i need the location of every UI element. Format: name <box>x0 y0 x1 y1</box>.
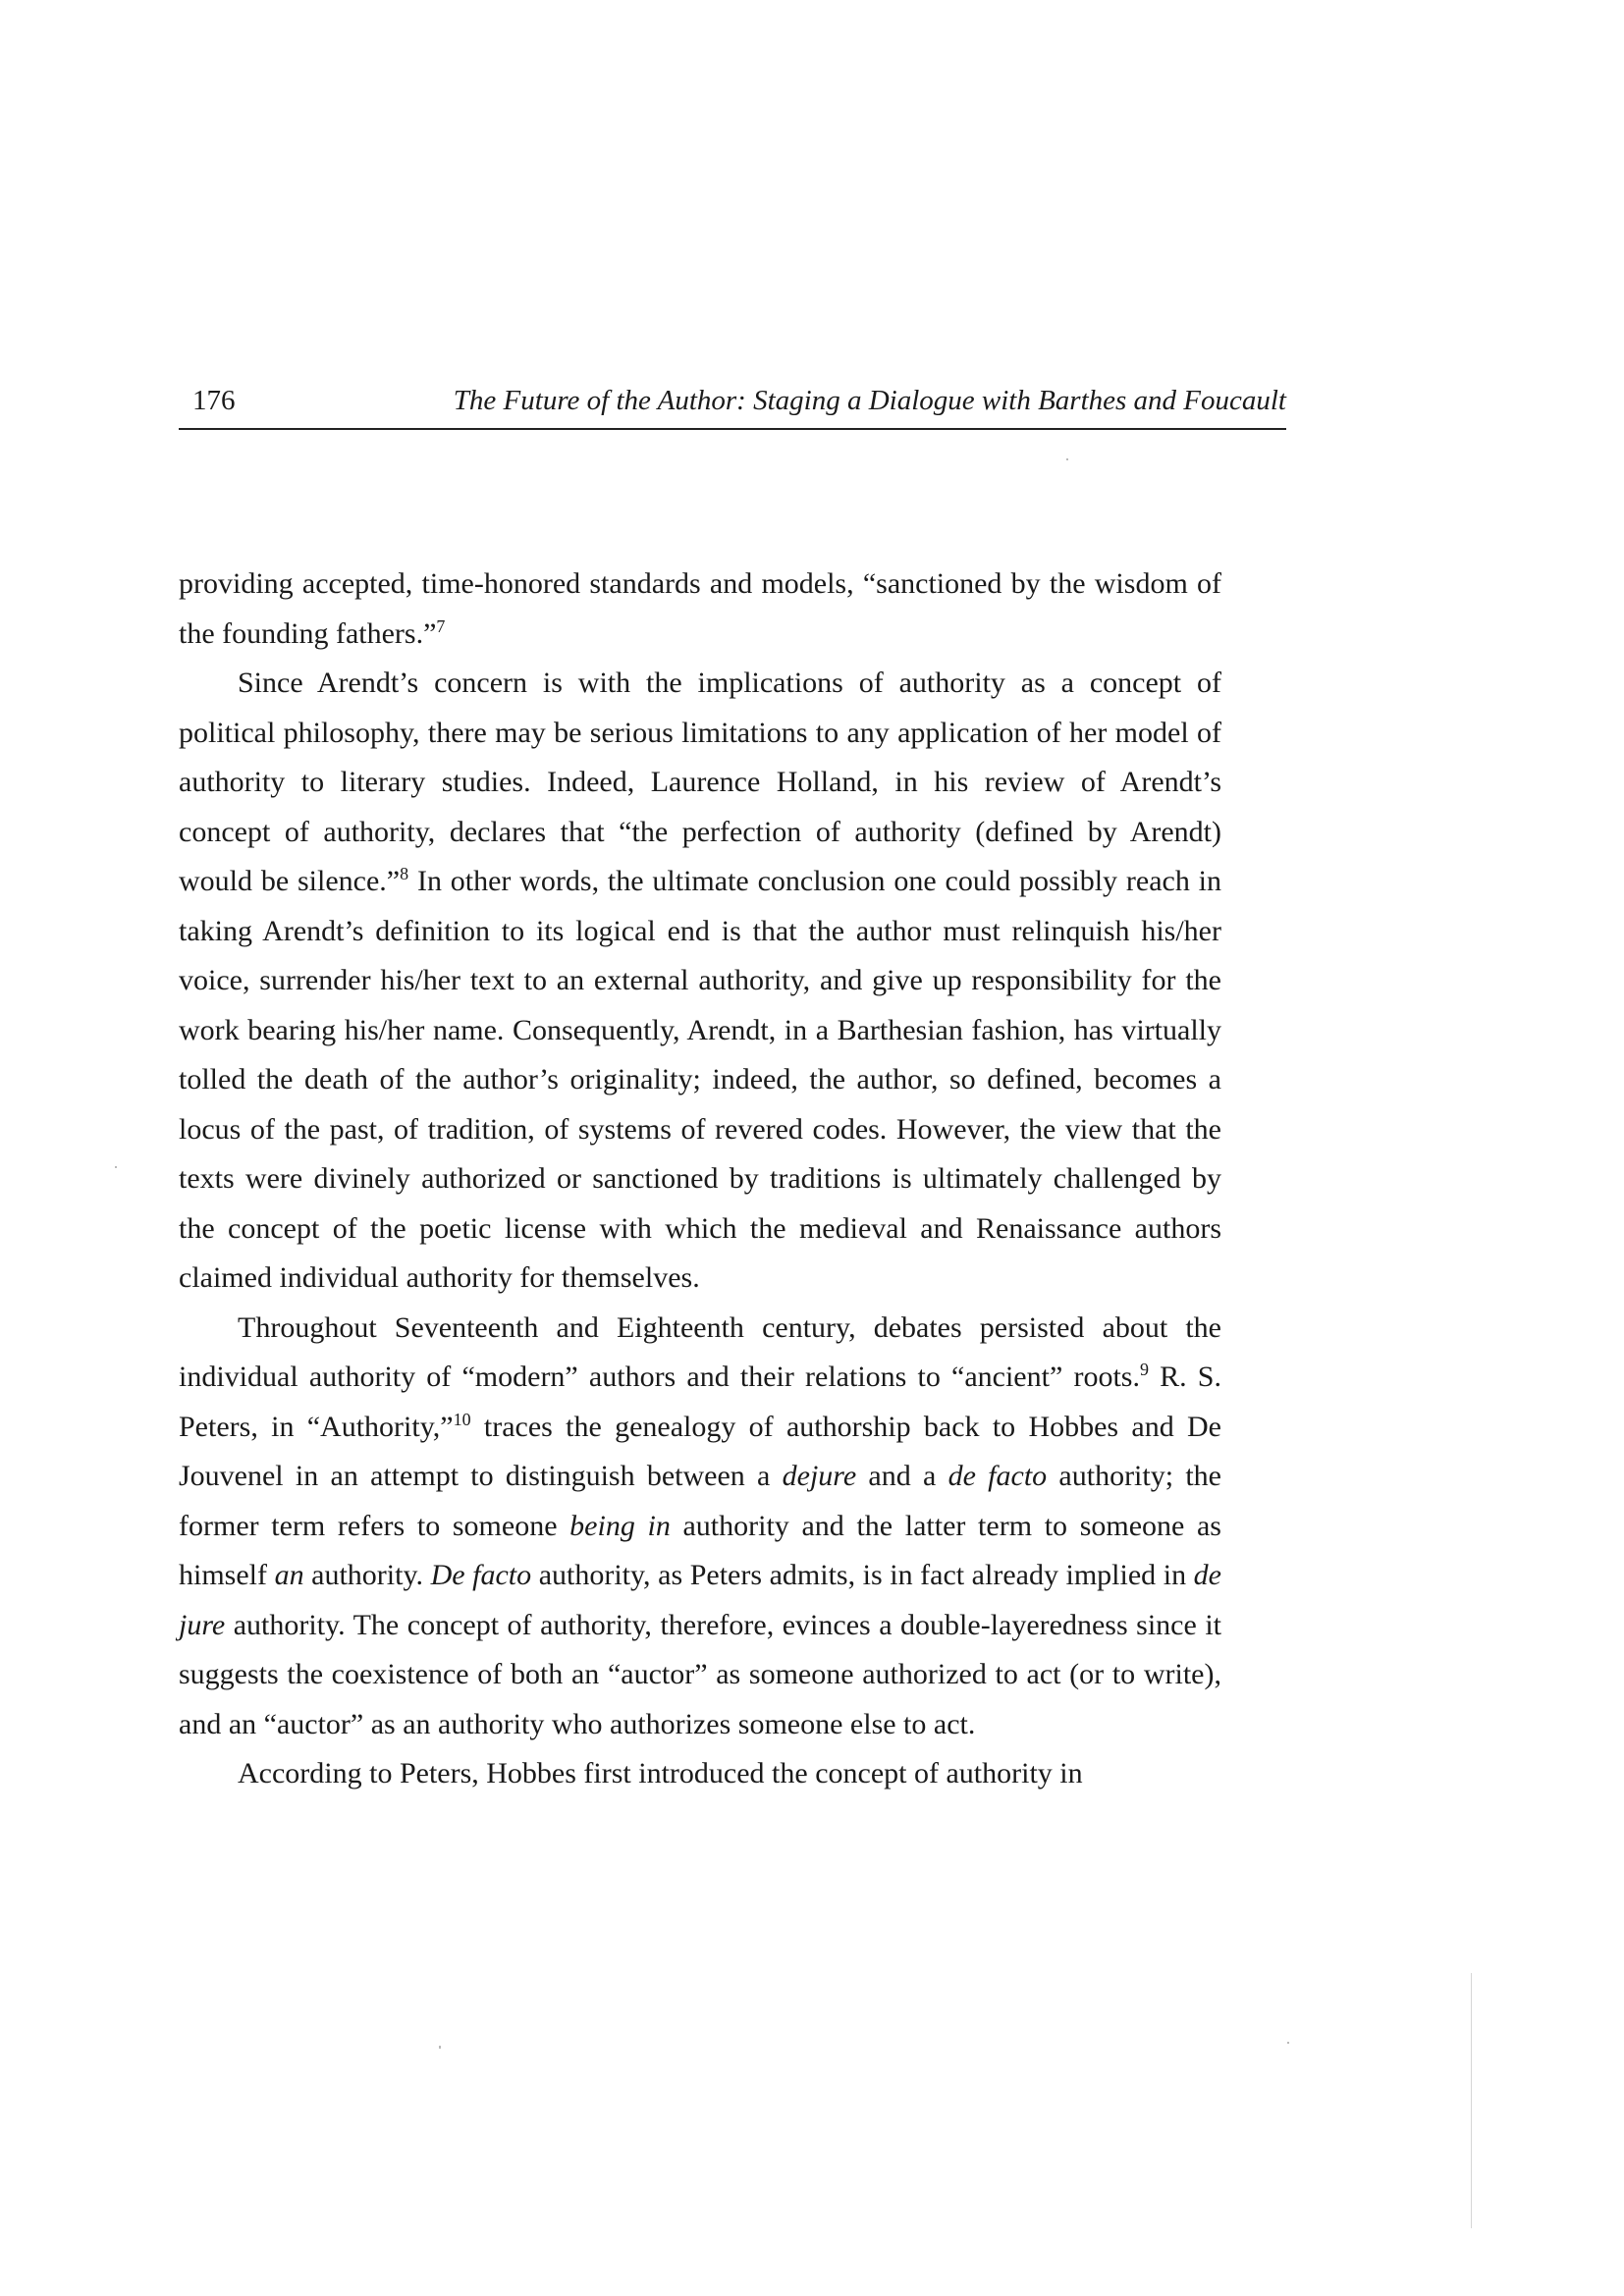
paragraph <box>179 560 1221 659</box>
text-run: and a <box>856 1460 948 1492</box>
scan-edge-line <box>1471 1973 1472 2228</box>
footnote-ref: 9 <box>1139 1360 1149 1379</box>
text-run: authority. The concept of authority, therefore, evinces a double-layeredness since it suggests the coexistence of both an “auctor” as someone authorized to act (or to write), and an “auctor” as an authority who authorizes someone else to act. <box>179 1608 1221 1740</box>
scan-speck <box>1066 458 1068 460</box>
text-run: Since Arendt’s concern is with the implications of authority as a concept of political philosophy, there may be serious limitations to any application of her model of authority to literary studies. Indeed, Laurence Holland, in his review of Arendt’s concept of authority, declares that “the perfection of authority (defined by Arendt) would be silence.” <box>179 667 1221 897</box>
text-run: traces the genealogy of authorship back to Hobbes and De Jouvenel in an attempt to distinguish between a <box>179 1410 1221 1492</box>
text-run: Throughout Seventeenth and Eighteenth century, debates persisted about the individual authority of “modern” authors and their relations to “ancient” roots. <box>179 1310 1221 1393</box>
text-run: authority; the former term refers to someone <box>179 1460 1221 1542</box>
scan-speck <box>115 1166 117 1168</box>
text-run: providing accepted, time-honored standards and models, “sanctioned by the wisdom of the founding fathers.” <box>179 567 1221 650</box>
body-text <box>179 560 1221 1799</box>
text-run: authority, as Peters admits, is in fact already implied in <box>531 1559 1194 1591</box>
paragraph <box>179 1304 1221 1750</box>
text-run: authority. <box>303 1559 431 1591</box>
italic-term: de jure <box>179 1559 1221 1641</box>
page-number: 176 <box>192 385 236 416</box>
paragraph <box>179 659 1221 1304</box>
italic-term: an <box>274 1559 304 1591</box>
footnote-ref: 8 <box>400 864 409 883</box>
italic-term: dejure <box>782 1460 857 1492</box>
footnote-ref: 7 <box>436 615 446 636</box>
running-title: The Future of the Author: Staging a Dialogue with Barthes and Foucault <box>453 385 1286 416</box>
italic-term: being in <box>569 1509 671 1542</box>
text-run: authority and the latter term to someone as himself <box>179 1509 1221 1591</box>
text-run: In other words, the ultimate conclusion one could possibly reach in taking Arendt’s definition to its logical end is that the author must relinquish his/her voice, surrender his/her text to an external authority, and give up responsibility for the work bearing his/her name. Consequently, Arendt, in a Barthesian fashion, has virtually tolled the death of the author’s originality; indeed, the author, so defined, becomes a locus of the past, of tradition, of systems of revered codes. However, the view that the texts were divinely authorized or sanctioned by traditions is ultimately challenged by the concept of the poetic license with which the medieval and Renaissance authors claimed individual authority for themselves. <box>179 865 1222 1294</box>
text-run: According to Peters, Hobbes first introduced the concept of authority in <box>238 1757 1083 1789</box>
italic-term: de facto <box>947 1460 1048 1492</box>
footnote-ref: 10 <box>453 1409 471 1429</box>
text-run: R. S. Peters, in “Authority,” <box>179 1361 1221 1443</box>
scan-speck <box>439 2046 441 2049</box>
running-head <box>179 373 1286 430</box>
scan-speck <box>1287 2042 1289 2044</box>
italic-term: De facto <box>430 1559 532 1591</box>
paragraph <box>179 1749 1221 1799</box>
